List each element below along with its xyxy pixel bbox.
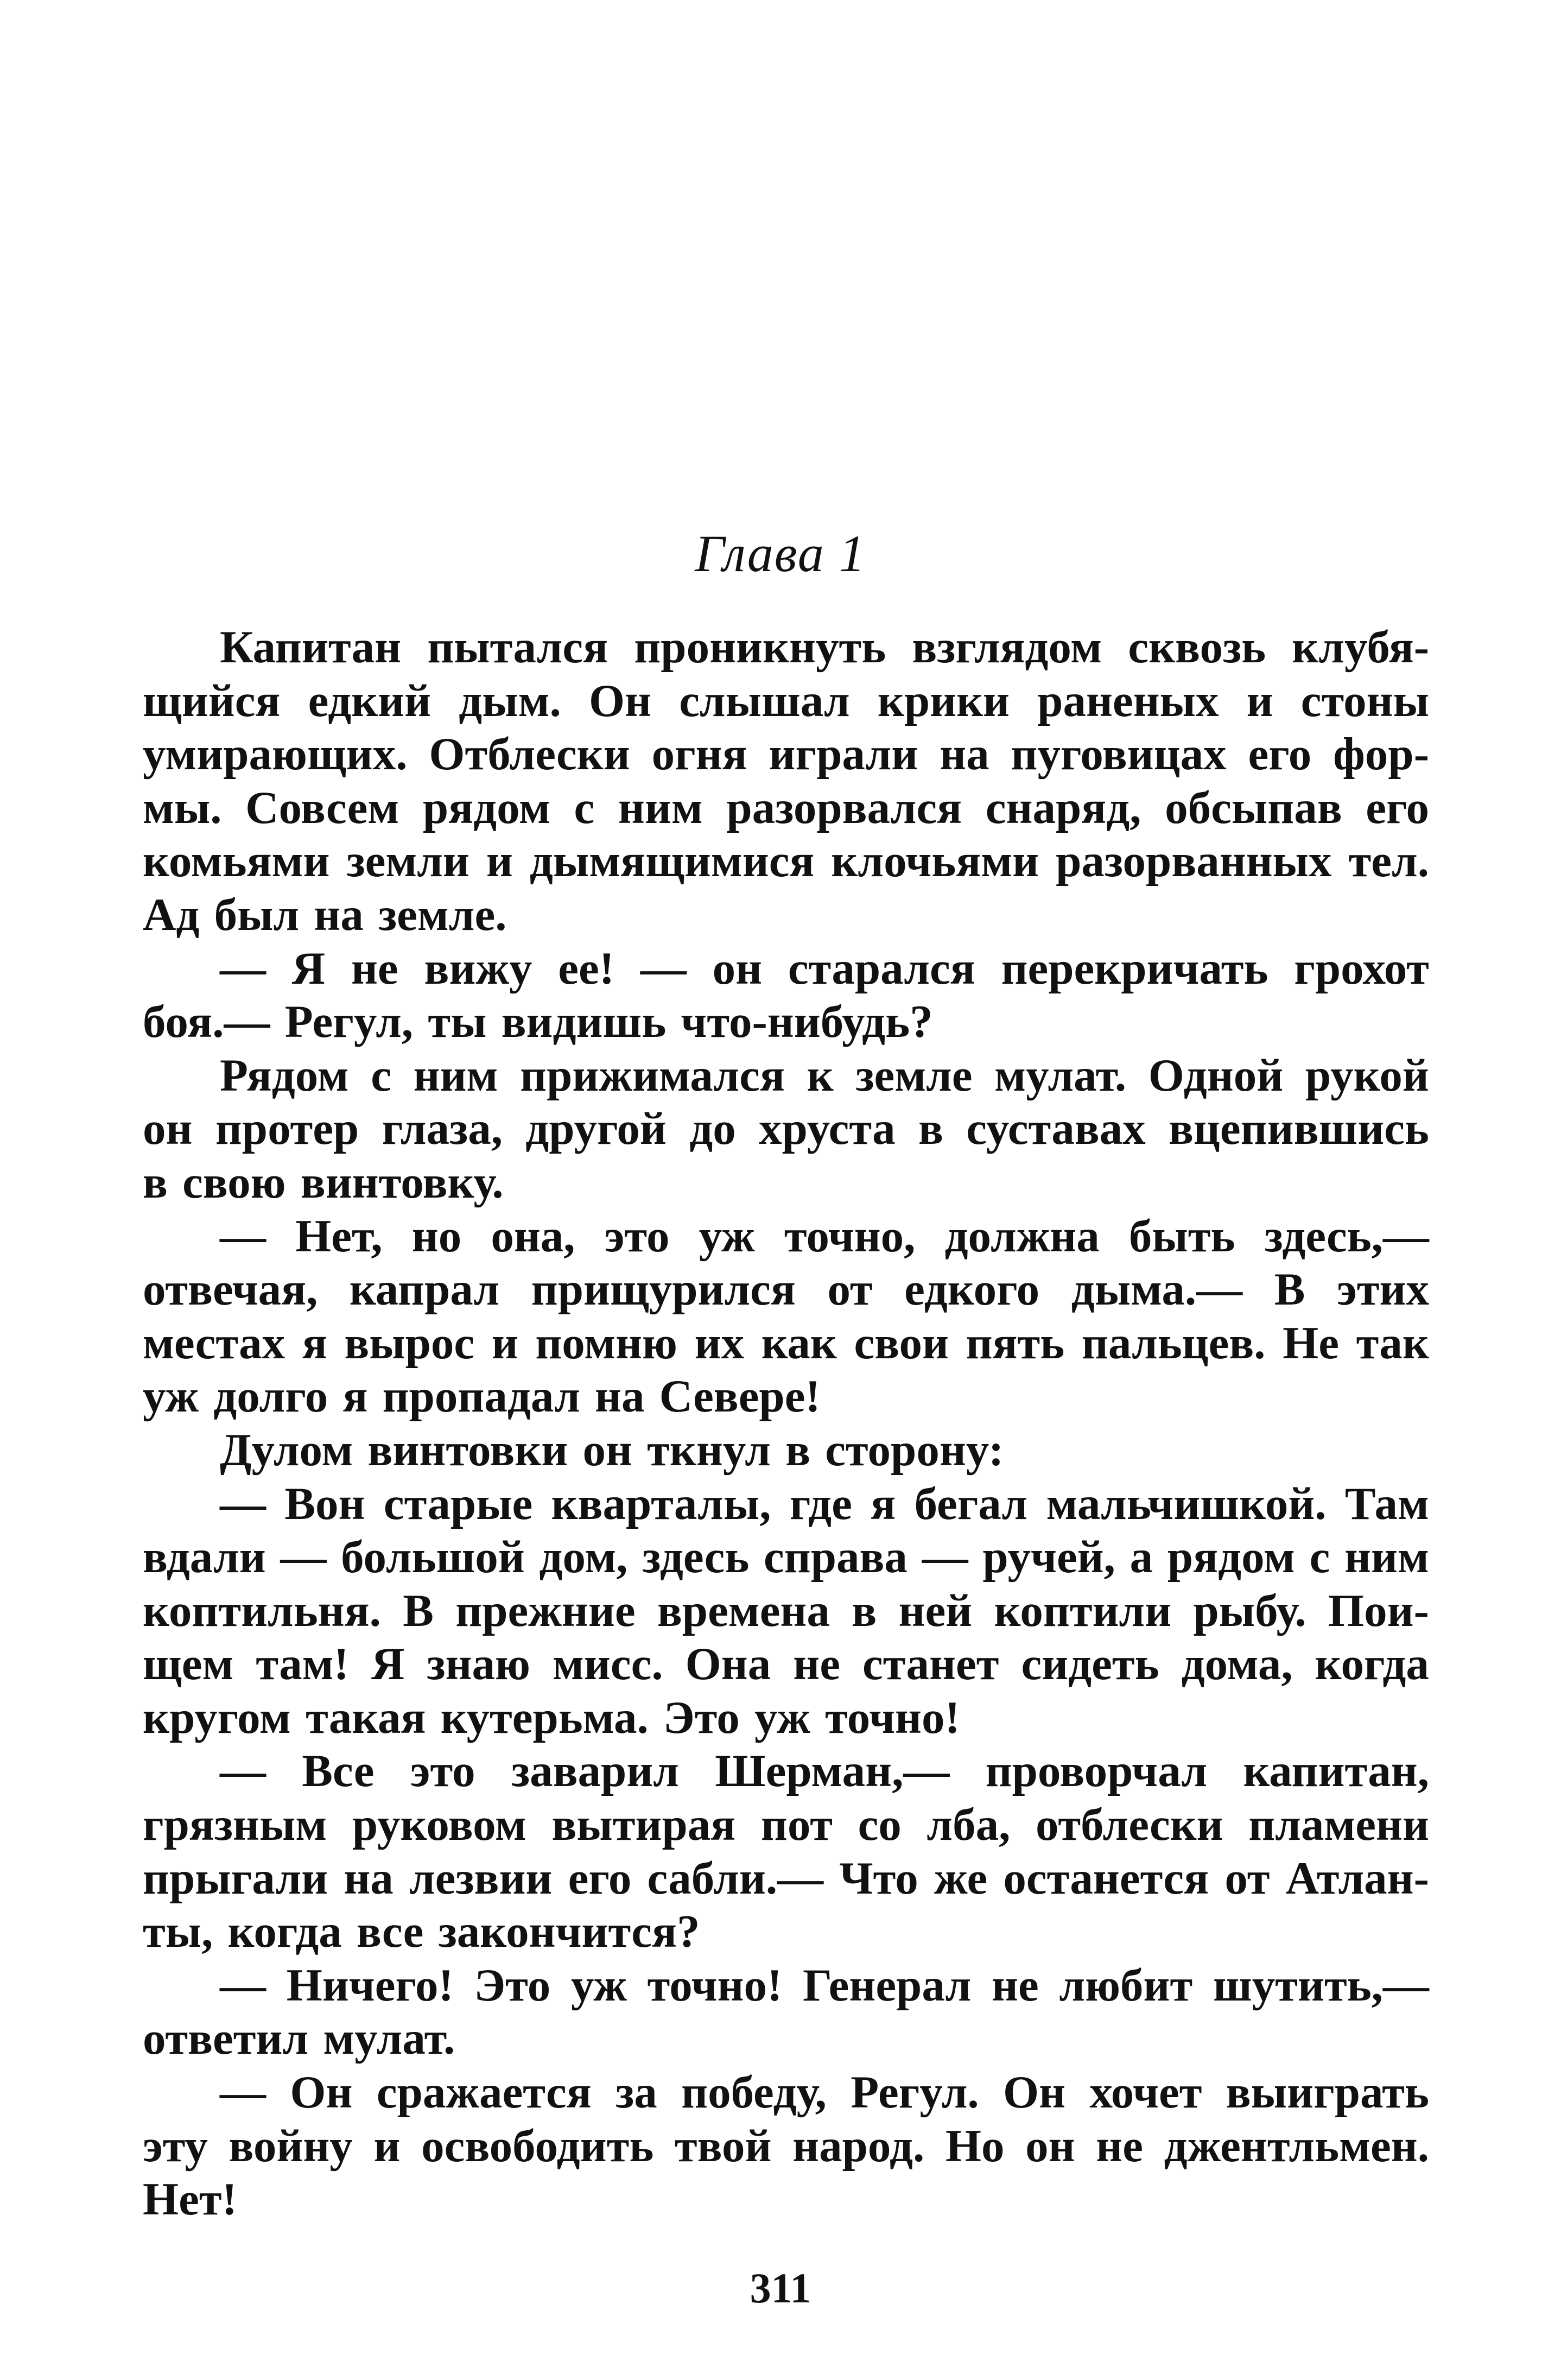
text-line: Капитан пытался проникнуть взглядом сквозь клубя- bbox=[220, 622, 1429, 673]
text-line: Ад был на земле. bbox=[143, 889, 507, 940]
text-line: ответил мулат. bbox=[143, 2013, 455, 2065]
page-number: 311 bbox=[750, 2264, 811, 2312]
text-line: умирающих. Отблески огня играли на пуговицах его фор- bbox=[143, 729, 1429, 780]
text-line: — Ничего! Это уж точно! Генерал не любит шутить,— bbox=[220, 1959, 1429, 2011]
text-line: — Вон старые кварталы, где я бегал мальчишкой. Там bbox=[220, 1478, 1429, 1529]
text-line: Рядом с ним прижимался к земле мулат. Одной рукой bbox=[220, 1049, 1429, 1101]
text-line: уж долго я пропадал на Севере! bbox=[143, 1371, 821, 1422]
text-line: Дулом винтовки он ткнул в сторону: bbox=[220, 1424, 1004, 1476]
text-line: Нет! bbox=[143, 2174, 237, 2225]
text-line: отвечая, капрал прищурился от едкого дыма.— В этих bbox=[143, 1264, 1429, 1315]
text-line: кругом такая кутерьма. Это уж точно! bbox=[143, 1692, 960, 1743]
text-line: комьями земли и дымящимися клочьями разорванных тел. bbox=[143, 835, 1429, 887]
text-line: щем там! Я знаю мисс. Она не станет сидеть дома, когда bbox=[143, 1638, 1429, 1690]
text-line: — Все это заварил Шерман,— проворчал капитан, bbox=[220, 1745, 1429, 1797]
text-line: мы. Совсем рядом с ним разорвался снаряд, обсыпав его bbox=[143, 782, 1429, 833]
text-line: — Нет, но она, это уж точно, должна быть здесь,— bbox=[220, 1210, 1429, 1262]
body-text bbox=[143, 621, 1429, 2226]
text-line: эту войну и освободить твой народ. Но он не джентльмен. bbox=[143, 2120, 1429, 2172]
text-line: грязным руковом вытирая пот со лба, отблески пламени bbox=[143, 1799, 1429, 1851]
text-line: боя.— Регул, ты видишь что-нибудь? bbox=[143, 996, 933, 1048]
text-line: ты, когда все закончится? bbox=[143, 1906, 700, 1958]
chapter-title: Глава 1 bbox=[695, 524, 866, 583]
text-line: в свою винтовку. bbox=[143, 1156, 504, 1208]
text-line: — Он сражается за победу, Регул. Он хочет выиграть bbox=[220, 2067, 1429, 2118]
text-line: щийся едкий дым. Он слышал крики раненых и стоны bbox=[143, 675, 1429, 726]
text-line: вдали — большой дом, здесь справа — ручей, а рядом с ним bbox=[143, 1531, 1429, 1583]
text-line: местах я вырос и помню их как свои пять пальцев. Не так bbox=[143, 1317, 1429, 1369]
text-line: — Я не вижу ее! — он старался перекричать грохот bbox=[220, 942, 1429, 994]
text-line: коптильня. В прежние времена в ней коптили рыбу. Пои- bbox=[143, 1585, 1429, 1636]
text-line: прыгали на лезвии его сабли.— Что же останется от Атлан- bbox=[143, 1852, 1429, 1904]
text-line: он протер глаза, другой до хруста в суставах вцепившись bbox=[143, 1103, 1429, 1155]
